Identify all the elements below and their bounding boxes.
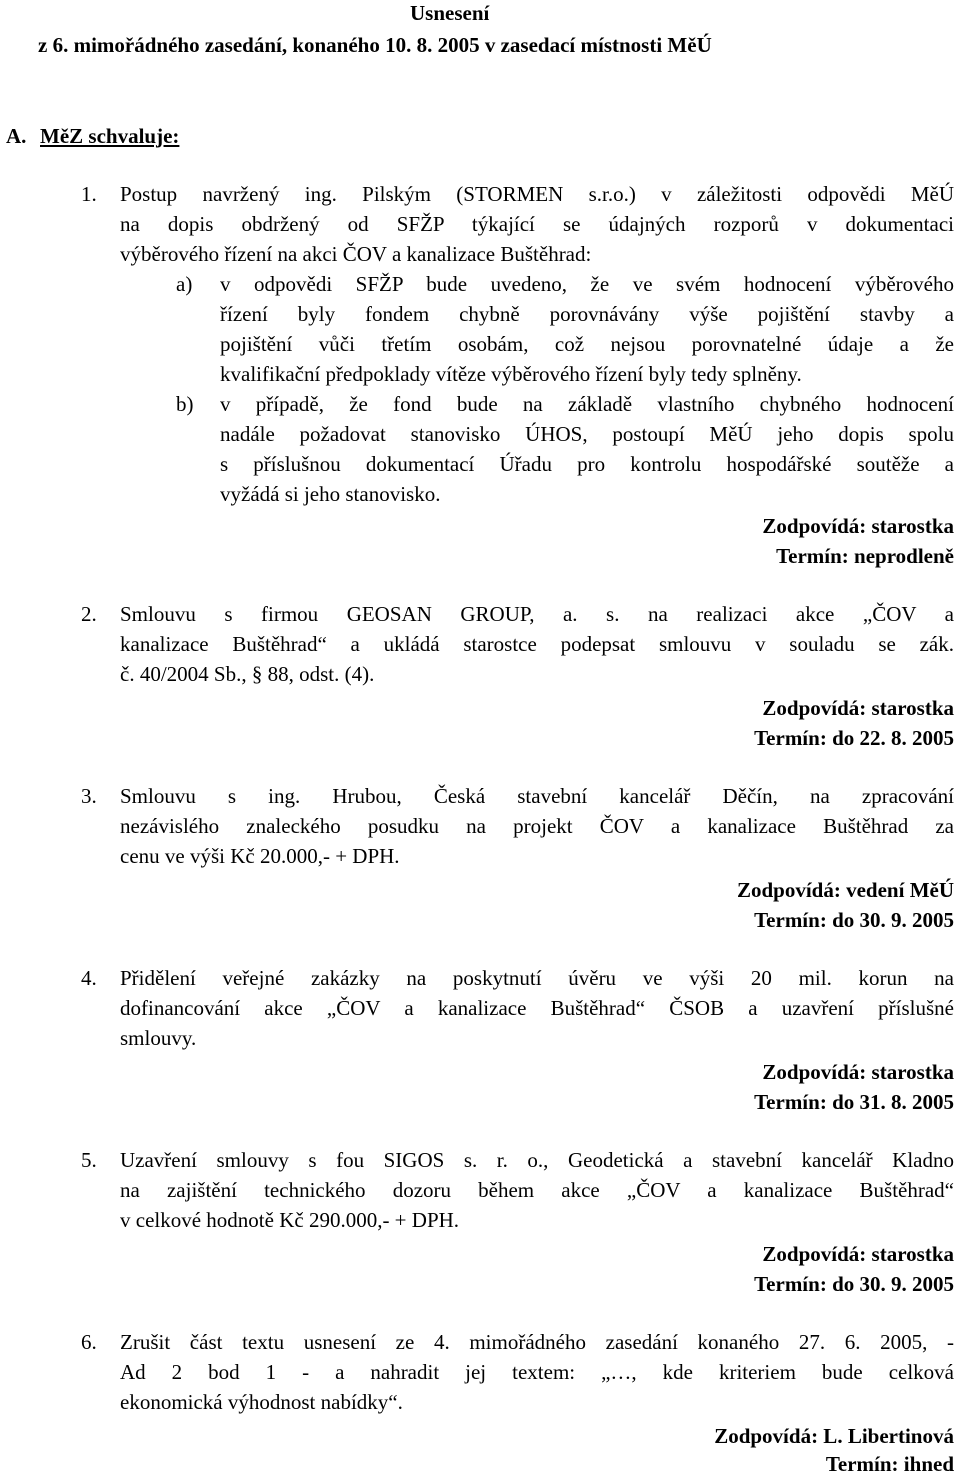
subitem-line: s příslušnou dokumentací Úřadu pro kontrolu hospodářské soutěže a: [220, 452, 954, 476]
responsible: Zodpovídá: starostka: [762, 696, 954, 720]
section-a-label: MěZ schvaluje:: [40, 124, 180, 148]
subitem-line: pojištění vůči třetím osobám, což nejsou porovnatelné údaje a že: [220, 332, 954, 356]
section-a-letter: A.: [6, 124, 27, 148]
item-line: na dopis obdržený od SFŽP týkající se údajných rozporů v dokumentaci: [120, 212, 954, 236]
document-title: Usnesení: [410, 1, 490, 25]
deadline: Termín: do 30. 9. 2005: [754, 908, 954, 932]
subitem-label: b): [176, 392, 194, 416]
item-line: dofinancování akce „ČOV a kanalizace Buštěhrad“ ČSOB a uzavření příslušné: [120, 996, 954, 1020]
item-number: 4.: [81, 966, 97, 990]
item-number: 3.: [81, 784, 97, 808]
responsible: Zodpovídá: starostka: [762, 1060, 954, 1084]
item-line: smlouvy.: [120, 1026, 197, 1050]
item-line: ekonomická výhodnost nabídky“.: [120, 1390, 403, 1414]
item-line: cenu ve výši Kč 20.000,- + DPH.: [120, 844, 400, 868]
item-line: č. 40/2004 Sb., § 88, odst. (4).: [120, 662, 375, 686]
deadline: Termín: do 22. 8. 2005: [754, 726, 954, 750]
item-line: nezávislého znaleckého posudku na projekt ČOV a kanalizace Buštěhrad za: [120, 814, 954, 838]
item-line: Uzavření smlouvy s fou SIGOS s. r. o., Geodetická a stavební kancelář Kladno: [120, 1148, 954, 1172]
item-line: Přidělení veřejné zakázky na poskytnutí úvěru ve výši 20 mil. korun na: [120, 966, 954, 990]
item-line: výběrového řízení na akci ČOV a kanalizace Buštěhrad:: [120, 242, 592, 266]
deadline: Termín: ihned: [825, 1452, 954, 1476]
responsible: Zodpovídá: starostka: [762, 1242, 954, 1266]
deadline: Termín: do 30. 9. 2005: [754, 1272, 954, 1296]
item-number: 6.: [81, 1330, 97, 1354]
responsible: Zodpovídá: starostka: [762, 514, 954, 538]
subitem-label: a): [176, 272, 193, 296]
subitem-line: kvalifikační předpoklady vítěze výběrového řízení byly tedy splněny.: [220, 362, 802, 386]
item-line: v celkové hodnotě Kč 290.000,- + DPH.: [120, 1208, 460, 1232]
subitem-line: řízení byly fondem chybně porovnávány výše pojištění stavby a: [220, 302, 954, 326]
item-number: 5.: [81, 1148, 97, 1172]
subitem-line: vyžádá si jeho stanovisko.: [220, 482, 441, 506]
item-line: Postup navržený ing. Pilským (STORMEN s.r.o.) v záležitosti odpovědi MěÚ: [120, 182, 954, 206]
subitem-line: v odpovědi SFŽP bude uvedeno, že ve svém hodnocení výběrového: [220, 272, 954, 296]
deadline: Termín: do 31. 8. 2005: [754, 1090, 954, 1114]
item-line: na zajištění technického dozoru během akce „ČOV a kanalizace Buštěhrad“: [120, 1178, 954, 1202]
item-number: 2.: [81, 602, 97, 626]
subitem-line: nadále požadovat stanovisko ÚHOS, postoupí MěÚ jeho dopis spolu: [220, 422, 954, 446]
item-line: Smlouvu s ing. Hrubou, Česká stavební kancelář Děčín, na zpracování: [120, 784, 954, 808]
item-line: Smlouvu s firmou GEOSAN GROUP, a. s. na realizaci akce „ČOV a: [120, 602, 954, 626]
responsible: Zodpovídá: L. Libertinová: [714, 1424, 954, 1448]
item-line: Ad 2 bod 1 - a nahradit jej textem: „…, kde kriteriem bude celková: [120, 1360, 954, 1384]
item-number: 1.: [81, 182, 97, 206]
subitem-line: v případě, že fond bude na základě vlastního chybného hodnocení: [220, 392, 954, 416]
deadline: Termín: neprodleně: [776, 544, 954, 568]
item-line: kanalizace Buštěhrad“ a ukládá starostce podepsat smlouvu v souladu se zák.: [120, 632, 954, 656]
item-line: Zrušit část textu usnesení ze 4. mimořádného zasedání konaného 27. 6. 2005, -: [120, 1330, 954, 1354]
responsible: Zodpovídá: vedení MěÚ: [736, 878, 954, 902]
document-subtitle: z 6. mimořádného zasedání, konaného 10. 8. 2005 v zasedací místnosti MěÚ: [38, 33, 712, 57]
